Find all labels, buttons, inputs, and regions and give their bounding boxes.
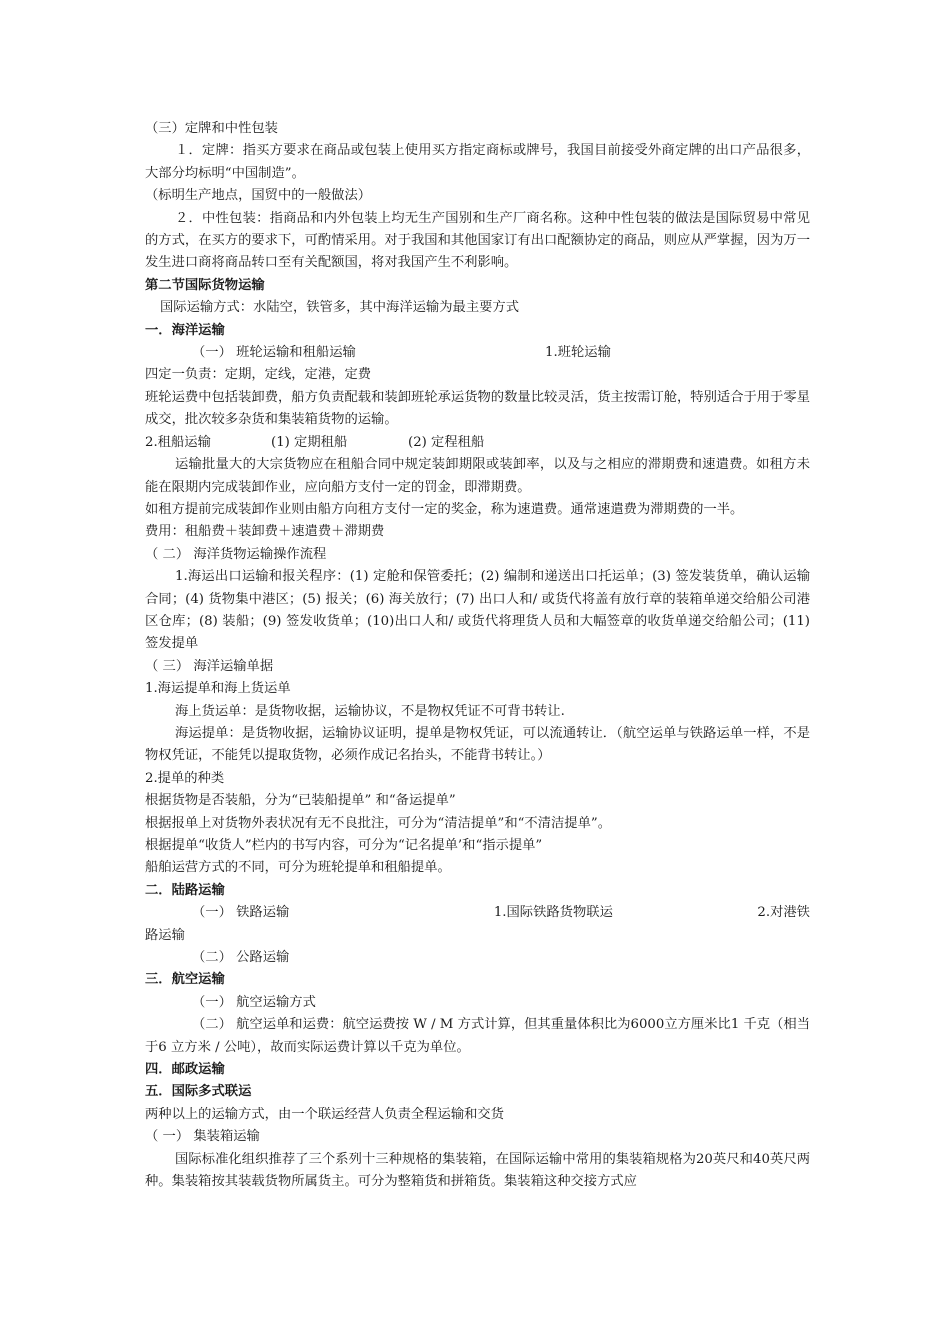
subheading-liner-charter: （一） 班轮运输和租船运输 [192,345,356,361]
paragraph-export-procedure: 1.海运出口运输和报关程序：(1) 定舱和保管委托；(2) 编制和递送出口托运单；(3) 签发装货单，确认运输合同；(4) 货物集中港区；(5) 报关；(6) 海关放行；(7) 出口人和/ 或货代将盖有放行章的装箱单递交给船公司港区仓库；(8) 装船；(9) 签发收货单；(10)出口人和/ 或货代将理货人员和大幅签章的收货单递交给船公司；(11)签发提单 [145,569,810,652]
label-time-charter: (1) 定期租船 [271,434,348,450]
heading-land-transport: 二．陆路运输 [145,882,225,898]
rail-transport-row [145,902,810,924]
subsection-title-branding-packaging: （三）定牌和中性包装 [145,121,278,136]
label-hk-rail: 2.对港铁 [757,905,810,921]
paragraph-liner-bill: 船舶运营方式的不同，可分为班轮提单和租船提单。 [145,860,451,876]
heading-ocean-transport: 一．海洋运输 [145,322,225,338]
heading-multimodal: 五．国际多式联运 [145,1084,252,1100]
paragraph-air-waybill: （二） 航空运单和运费：航空运费按 W / M 方式计算，但其重量体积比为6000立方厘米比1 千克（相当于6 立方米 / 公吨），故而实际运费计算以千克为单位。 [145,1017,810,1055]
paragraph-neutral-packing: ２．中性包装：指商品和内外包装上均无生产国别和生产厂商名称。这种中性包装的做法是国际贸易中常见的方式，在买方的要求下，可酌情采用。对于我国和其他国家订有出口配额协定的商品，则应从严掌握，因为万一发生进口商将商品转口至有关配额国，将对我国产生不利影响。 [145,210,810,271]
subheading-charter-transport: 2.租船运输 [145,434,211,450]
paragraph-multimodal: 两种以上的运输方式，由一个联运经营人负责全程运输和交货 [145,1106,505,1122]
subheading-rail-transport: （一） 铁路运输 [192,905,290,921]
subheading-bill-waybill: 1.海运提单和海上货运单 [145,681,291,697]
subheading-bill-types: 2.提单的种类 [145,770,225,786]
paragraph-transport-modes: 国际运输方式：水陆空，铁管多，其中海洋运输为最主要方式 [160,300,520,316]
subheading-road-transport: （二） 公路运输 [192,950,290,966]
paragraph-liner-freight: 班轮运费中包括装卸费，船方负责配载和装卸班轮承运货物的数量比较灵活，货主按需订舱，特别适合于用于零星成交，批次较多杂货和集装箱货物的运输。 [145,389,810,428]
label-hk-rail-continued: 路运输 [145,927,185,943]
paragraph-straight-bill: 根据提单“收货人”栏内的书写内容，可分为“记名提单’和“指示提单” [145,838,543,853]
paragraph-costs: 费用：租船费＋装卸费＋速遣费＋滞期费 [145,524,385,540]
heading-air-transport: 三．航空运输 [145,972,225,988]
charter-types-row [145,432,810,454]
subheading-ocean-procedure: （ 二） 海洋货物运输操作流程 [145,546,327,562]
paragraph-four-fixed: 四定一负责：定期，定线，定港，定费 [145,367,372,383]
subheading-air-methods: （一） 航空运输方式 [192,994,316,1010]
label-intl-rail-freight: 1.国际铁路货物联运 [493,905,613,921]
section-heading-international-transport: 第二节国际货物运输 [145,277,265,293]
subheading-ocean-documents: （ 三） 海洋运输单据 [145,658,274,674]
paragraph-clean-bill: 根据报单上对货物外表状况有无不良批注，可分为“清洁提单”和“不清洁提单”。 [145,815,611,831]
paragraph-dispatch: 如租方提前完成装卸作业则由船方向租方支付一定的奖金，称为速遣费。通常速遣费为滞期费的一半。 [145,501,744,517]
note-origin-marking: （标明生产地点，国贸中的一般做法） [145,188,372,204]
liner-charter-row [145,342,810,364]
paragraph-demurrage: 运输批量大的大宗货物应在租船合同中规定装卸期限或装卸率，以及与之相应的滞期费和速遣费。如租方未能在限期内完成装卸作业，应向船方支付一定的罚金，即滞期费。 [145,457,810,495]
subheading-liner-transport: 1.班轮运输 [545,345,611,361]
paragraph-brand: １．定牌：指买方要求在商品或包装上使用买方指定商标或牌号，我国目前接受外商定牌的出口产品很多，大部分均标明“中国制造”。 [145,143,810,181]
heading-postal-transport: 四．邮政运输 [145,1062,225,1078]
paragraph-containers: 国际标准化组织推荐了三个系列十三种规格的集装箱，在国际运输中常用的集装箱规格为20英尺和40英尺两种。集装箱按其装载货物所属货主。可分为整箱货和拼箱货。集装箱这种交接方式应 [145,1151,810,1190]
document-body [145,118,810,1194]
label-voyage-charter: (2) 定程租船 [408,434,485,450]
paragraph-shipped-bill: 根据货物是否装船，分为“已装船提单” 和“备运提单” [145,793,456,809]
subheading-container-transport: （ 一） 集装箱运输 [145,1129,260,1145]
paragraph-sea-waybill: 海上货运单：是货物收据，运输协议，不是物权凭证不可背书转让. [175,703,565,719]
paragraph-bill-of-lading: 海运提单：是货物收据，运输协议证明，提单是物权凭证，可以流通转让．（航空运单与铁路运单一样，不是物权凭证，不能凭以提取货物，必须作成记名抬头，不能背书转让。） [145,725,810,764]
